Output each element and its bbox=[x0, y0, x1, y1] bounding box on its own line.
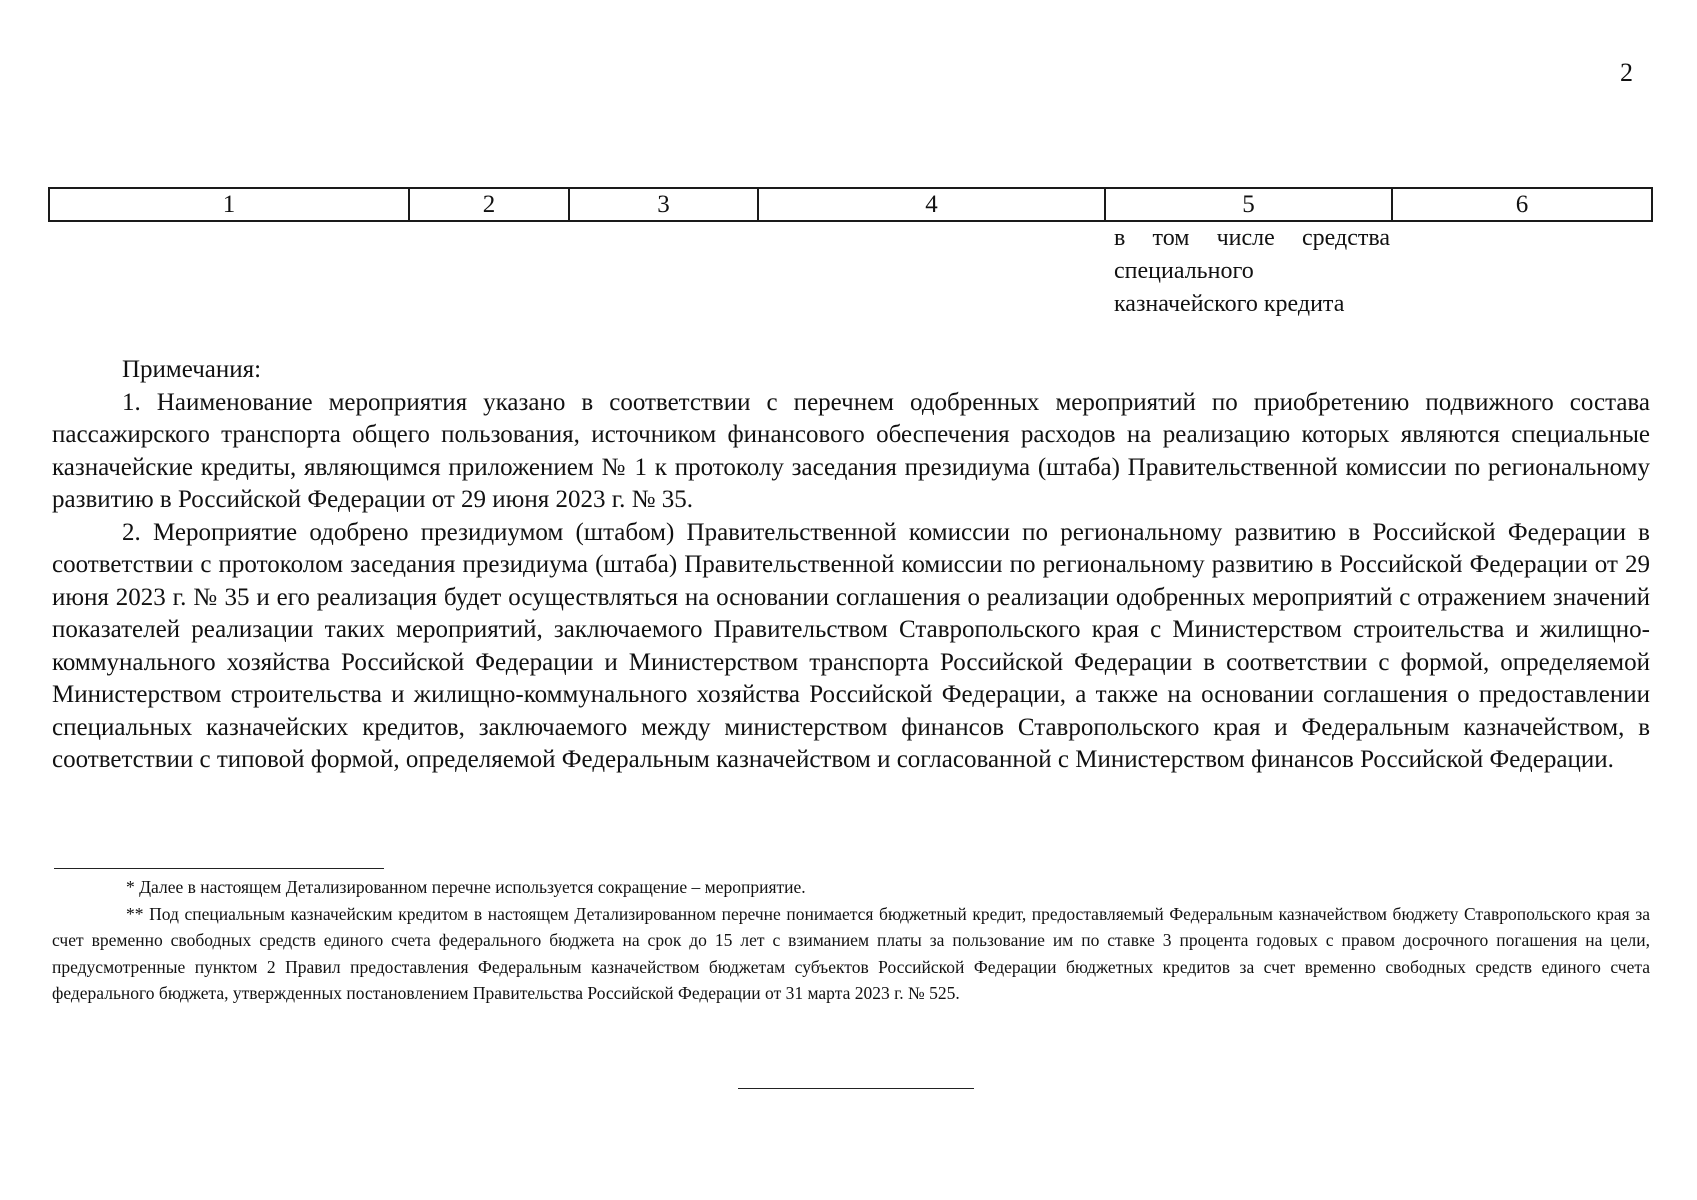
column-number-4: 4 bbox=[758, 188, 1105, 221]
column-number-6: 6 bbox=[1392, 188, 1652, 221]
footnote-separator bbox=[54, 868, 384, 869]
page-number: 2 bbox=[1620, 58, 1633, 87]
column-number-2: 2 bbox=[409, 188, 569, 221]
table-header bbox=[48, 187, 1651, 222]
footnotes-section bbox=[52, 874, 1650, 1007]
column-5-continuation-text: в том числе средства специального казначейского кредита bbox=[1114, 225, 1390, 317]
note-item-1: 1. Наименование мероприятия указано в соответствии с перечнем одобренных мероприятий по приобретению подвижного состава пассажирского транспорта общего пользования, источником финансового обеспечения расходов на реализацию которых являются специальные казначейские кредиты, являющимся приложением № 1 к протоколу заседания президиума (штаба) Правительственной комиссии по региональному развитию в Российской Федерации от 29 июня 2023 г. № 35. bbox=[52, 388, 1650, 513]
column-number-3: 3 bbox=[569, 188, 758, 221]
column-number-1: 1 bbox=[49, 188, 409, 221]
notes-title: Примечания: bbox=[122, 356, 262, 383]
column-number-row bbox=[48, 187, 1653, 222]
footnote-2: ** Под специальным казначейским кредитом в настоящем Детализированном перечне понимается бюджетный кредит, предоставляемый Федеральным казначейством бюджету Ставропольского края за счет временно свободных средств единого счета федерального бюджета на срок до 15 лет с взиманием платы за пользование им по ставке 3 процента годовых с правом досрочного погашения на цели, предусмотренные пунктом 2 Правил предоставления Федеральным казначейством бюджетам субъектов Российской Федерации бюджетных кредитов за счет временно свободных средств единого счета федерального бюджета, утвержденных постановлением Правительства Российской Федерации от 31 марта 2023 г. № 525. bbox=[52, 903, 1650, 1003]
note-item-2: 2. Мероприятие одобрено президиумом (штабом) Правительственной комиссии по региональному развитию в Российской Федерации в соответствии с протоколом заседания президиума (штаба) Правительственной комиссии по региональному развитию в Российской Федерации от 29 июня 2023 г. № 35 и его реализация будет осуществляться на основании соглашения о реализации одобренных мероприятий с отражением значений показателей реализации таких мероприятий, заключаемого Правительством Ставропольского края с Министерством строительства и жилищно-коммунального хозяйства Российской Федерации и Министерством транспорта Российской Федерации в соответствии с формой, определяемой Министерством строительства и жилищно-коммунального хозяйства Российской Федерации, а также на основании соглашения о предоставлении специальных казначейских кредитов, заключаемого между министерством финансов Ставропольского края и Федеральным казначейством, в соответствии с типовой формой, определяемой Федеральным казначейством и согласованной с Министерством финансов Российской Федерации. bbox=[52, 518, 1650, 773]
column-number-5: 5 bbox=[1105, 188, 1392, 221]
end-of-document-line bbox=[738, 1088, 974, 1089]
notes-section bbox=[52, 354, 1650, 777]
footnote-1: * Далее в настоящем Детализированном перечне используется сокращение – мероприятие. bbox=[126, 877, 806, 897]
